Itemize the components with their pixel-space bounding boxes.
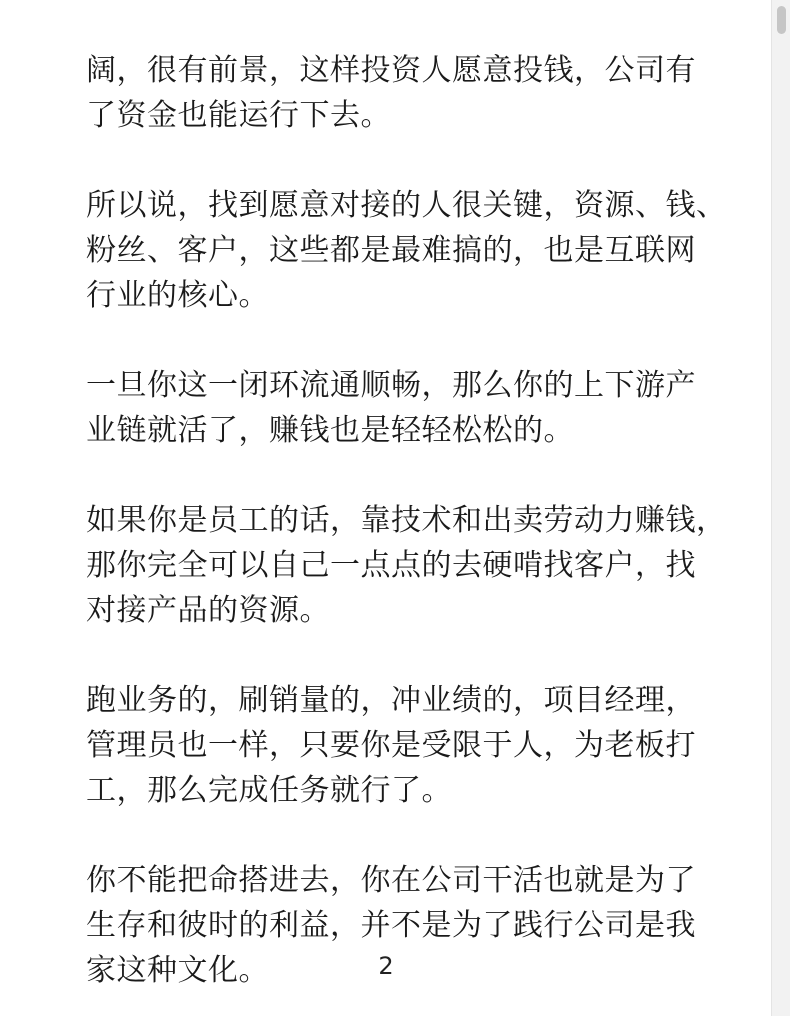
paragraph-1 xyxy=(86,48,726,138)
paragraph-3 xyxy=(86,363,726,453)
vertical-scrollbar[interactable] xyxy=(771,0,790,1016)
paragraph-4 xyxy=(86,498,726,633)
paragraph-line: 行业的核心。 xyxy=(86,278,269,313)
paragraph-line: 业链就活了，赚钱也是轻轻松松的。 xyxy=(86,413,574,448)
paragraph-line: 阔，很有前景，这样投资人愿意投钱，公司有 xyxy=(86,53,696,88)
paragraph-line: 生存和彼时的利益，并不是为了践行公司是我 xyxy=(86,908,696,943)
paragraph-line: 那你完全可以自己一点点的去硬啃找客户，找 xyxy=(86,548,696,583)
paragraph-5 xyxy=(86,678,726,813)
paragraph-line: 所以说，找到愿意对接的人很关键，资源、钱、 xyxy=(86,188,727,223)
paragraph-line: 如果你是员工的话，靠技术和出卖劳动力赚钱， xyxy=(86,503,727,538)
paragraph-line: 了资金也能运行下去。 xyxy=(86,98,391,133)
paragraph-line: 粉丝、客户，这些都是最难搞的，也是互联网 xyxy=(86,233,696,268)
paragraph-line: 一旦你这一闭环流通顺畅，那么你的上下游产 xyxy=(86,368,696,403)
paragraph-line: 对接产品的资源。 xyxy=(86,593,330,628)
paragraph-line: 你不能把命搭进去，你在公司干活也就是为了 xyxy=(86,863,696,898)
document-body xyxy=(86,48,726,1016)
paragraph-2 xyxy=(86,183,726,318)
paragraph-line: 跑业务的，刷销量的，冲业绩的，项目经理， xyxy=(86,683,696,718)
page-number: 2 xyxy=(378,952,394,980)
scrollbar-thumb[interactable] xyxy=(777,6,786,34)
paragraph-line: 管理员也一样，只要你是受限于人，为老板打 xyxy=(86,728,696,763)
paragraph-line: 工，那么完成任务就行了。 xyxy=(86,773,452,808)
paragraph-line: 家这种文化。 xyxy=(86,953,269,988)
